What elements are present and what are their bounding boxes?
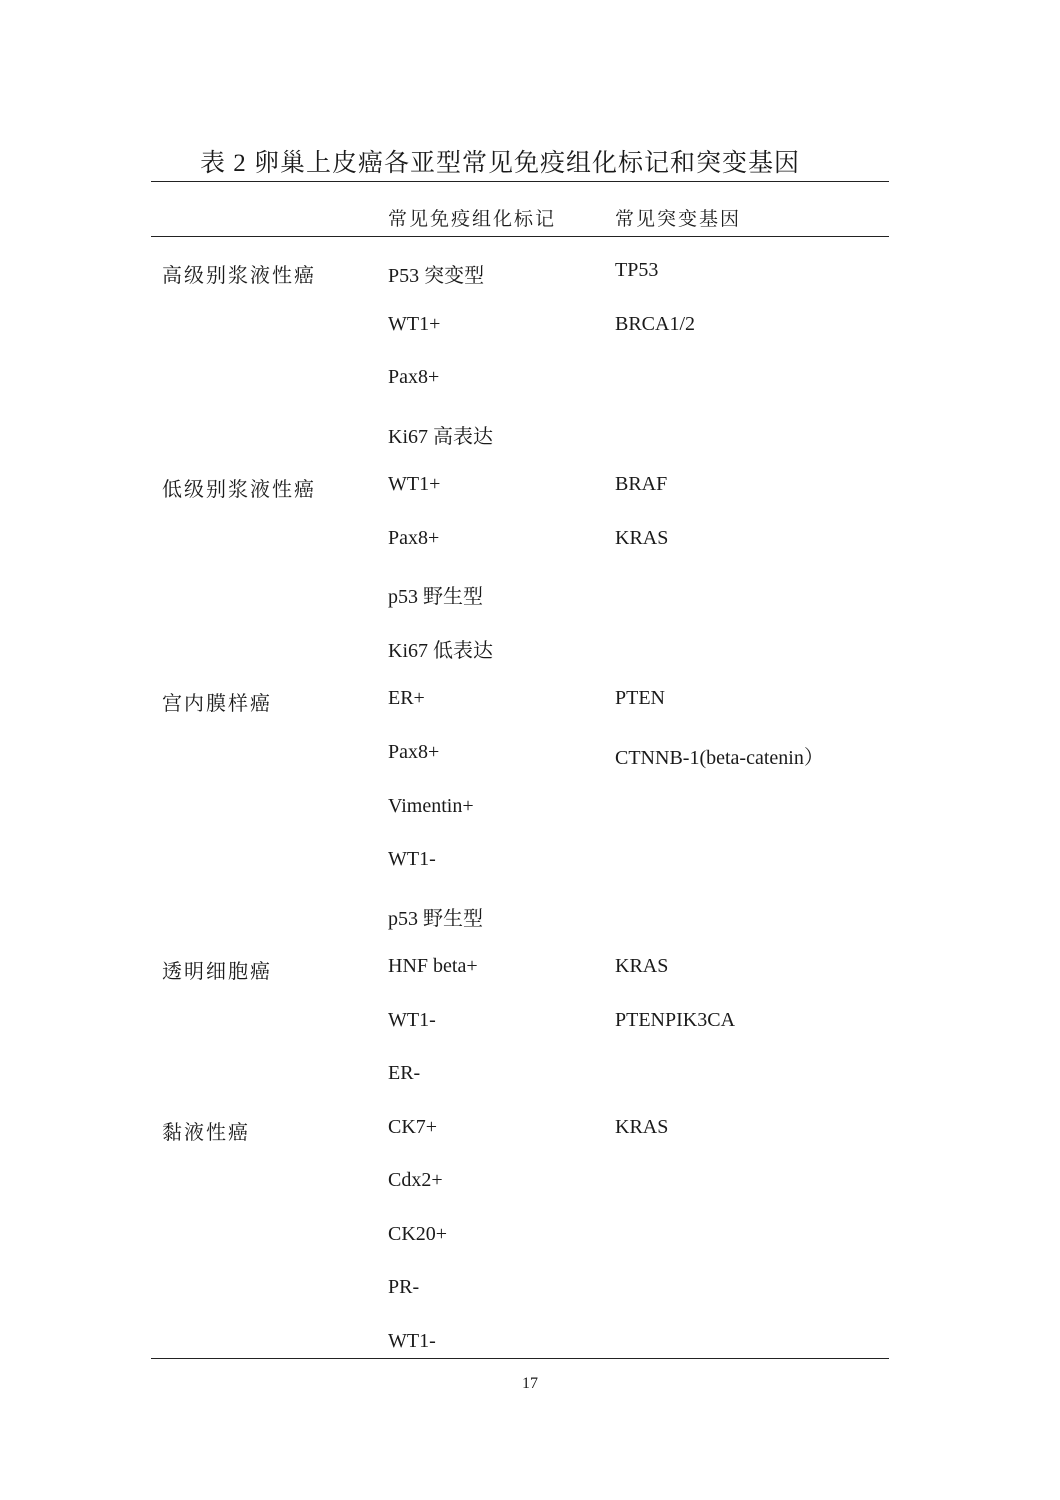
ihc-marker-cell: p53 野生型 [388,586,483,609]
ihc-marker-cell: Ki67 低表达 [388,639,493,662]
table-row [0,848,1060,878]
page-number: 17 [522,1375,538,1392]
ihc-marker-cell: CK20+ [388,1222,448,1245]
table-row [0,1330,1060,1360]
table-row [0,1223,1060,1253]
mutation-gene-cell: PTEN [615,687,665,710]
table-row [0,313,1060,343]
subtype-cell: 黏液性癌 [162,1121,250,1144]
ihc-marker-cell: Pax8+ [388,526,440,549]
ihc-marker-cell: WT1+ [388,312,441,335]
table-bottom-rule [151,1358,889,1359]
ihc-marker-cell: PR- [388,1276,420,1299]
subtype-cell: 透明细胞癌 [162,961,272,984]
ihc-marker-cell: Vimentin+ [388,794,474,817]
mutation-gene-cell: KRAS [615,526,669,549]
ihc-marker-cell: Pax8+ [388,740,440,763]
table-caption: 表 2 卵巢上皮癌各亚型常见免疫组化标记和突变基因 [199,150,800,177]
table-row [0,795,1060,825]
table-header-rule [151,236,889,237]
ihc-marker-cell: Pax8+ [388,366,440,389]
ihc-marker-cell: ER+ [388,687,425,710]
table-row [0,1009,1060,1039]
table-row [0,420,1060,450]
ihc-marker-cell: Cdx2+ [388,1169,443,1192]
header-ihc-markers: 常见免疫组化标记 [388,209,557,230]
ihc-marker-cell: p53 野生型 [388,907,483,930]
mutation-gene-cell: BRAF [615,473,668,496]
ihc-marker-cell: WT1- [388,1330,436,1352]
ihc-marker-cell: CK7+ [388,1115,438,1138]
ihc-marker-cell: WT1+ [388,473,441,496]
ihc-marker-cell: HNF beta+ [388,955,478,978]
subtype-cell: 宫内膜样癌 [162,693,272,716]
mutation-gene-cell: BRCA1/2 [615,312,696,335]
mutation-gene-cell: KRAS [615,955,669,978]
table-row [0,1062,1060,1092]
table-row [0,580,1060,610]
ihc-marker-cell: WT1- [388,1008,436,1031]
ihc-marker-cell: P53 突变型 [388,265,485,287]
subtype-cell: 高级别浆液性癌 [162,265,316,287]
mutation-gene-cell: TP53 [615,259,659,281]
table-top-rule [151,181,889,182]
header-mutation-genes: 常见突变基因 [615,209,742,230]
table-row [0,1116,1060,1146]
table-row [0,473,1060,503]
table-row [0,955,1060,985]
table-row [0,366,1060,396]
ihc-marker-cell: WT1- [388,848,436,871]
table-row [0,687,1060,717]
mutation-gene-cell: PTENPIK3CA [615,1008,736,1031]
table-row [0,902,1060,932]
ihc-marker-cell: ER- [388,1062,421,1085]
table-row [0,634,1060,664]
table-row [0,741,1060,771]
mutation-gene-cell: CTNNB-1(beta-catenin） [615,746,824,769]
table-row [0,1169,1060,1199]
ihc-marker-cell: Ki67 高表达 [388,425,493,448]
subtype-cell: 低级别浆液性癌 [162,479,316,502]
table-row [0,527,1060,557]
mutation-gene-cell: KRAS [615,1115,669,1138]
table-row [0,1276,1060,1306]
table-row [0,259,1060,289]
